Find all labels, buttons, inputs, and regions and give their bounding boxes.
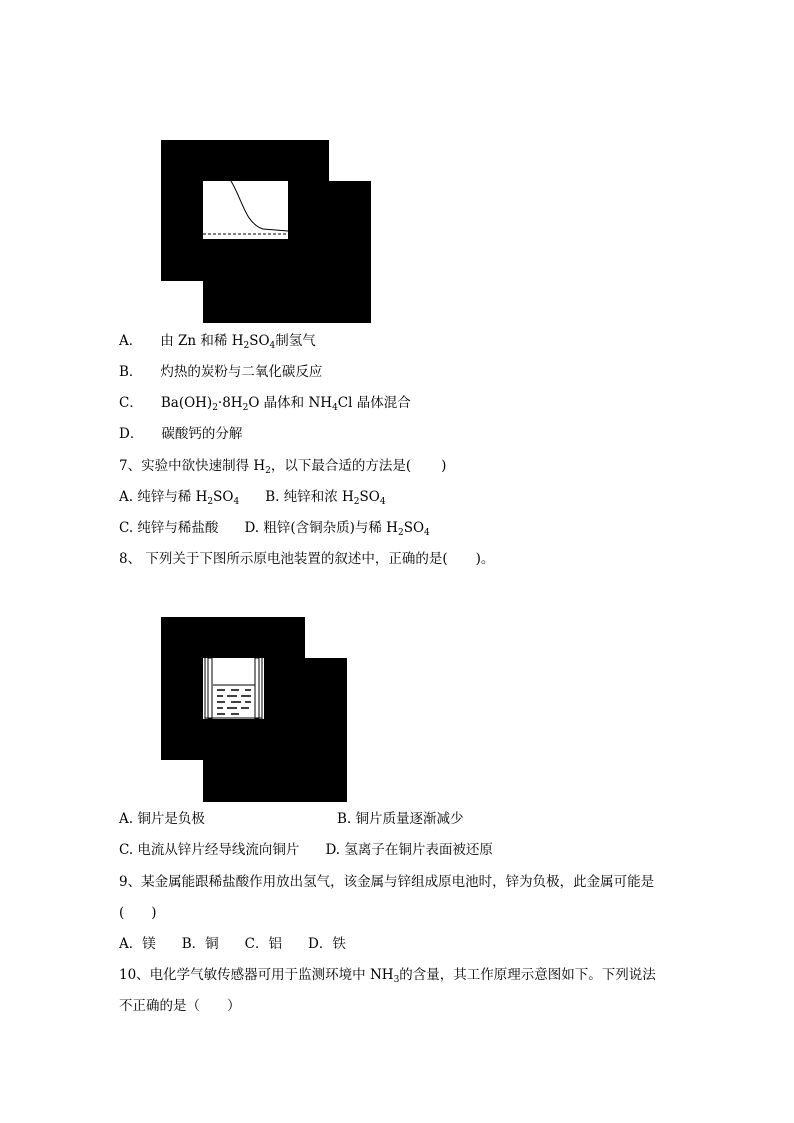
energy-curve — [203, 181, 288, 239]
q9-stem: 9、某金属能跟稀盐酸作用放出氢气，该金属与锌组成原电池时，锌为负极，此金属可能是 — [119, 874, 655, 890]
q8-options-cd: C. 电流从锌片经导线流向铜片 D. 氢离子在铜片表面被还原 — [119, 842, 493, 858]
q9-options: A．镁 B．铜 C．铝 D．铁 — [119, 936, 346, 952]
q6-option-a: A． 由 Zn 和稀 $H_2SO_4$制氢气 — [119, 333, 316, 351]
q8-options-ab: A. 铜片是负极 B. 铜片质量逐渐减少 — [119, 811, 464, 827]
q7-options-cd: C. 纯锌与稀盐酸 D. 粗锌(含铜杂质)与稀 $H_2SO_4$ — [119, 520, 430, 538]
beaker-icon — [203, 658, 264, 719]
redaction-block — [203, 281, 329, 323]
q7-stem: 7、实验中欲快速制得 $H_2$，以下最合适的方法是( ) — [119, 458, 447, 476]
q9-paren: ( ) — [119, 905, 157, 921]
redaction-block — [161, 719, 305, 760]
redaction-block — [161, 617, 305, 658]
q6-option-b: B． 灼热的炭粉与二氧化碳反应 — [119, 364, 323, 380]
redaction-block — [161, 658, 203, 719]
redaction-block — [203, 760, 305, 802]
q6-option-c: C． $Ba(OH)_2\cdot 8H_2O$ 晶体和 $NH_4Cl$ 晶体混合 — [119, 395, 411, 413]
q10-stem: 10、电化学气敏传感器可用于监测环境中 $NH_3$的含量，其工作原理示意图如下。下列说法 — [119, 967, 656, 985]
redaction-block — [264, 658, 305, 719]
q6-option-d: D． 碳酸钙的分解 — [119, 426, 243, 442]
redaction-block — [305, 658, 347, 802]
q8-stem: 8、 下列关于下图所示原电池装置的叙述中，正确的是( )。 — [119, 551, 495, 567]
q7-options-ab: A. 纯锌与稀 $H_2SO_4$ B. 纯锌和浓 $H_2SO_4$ — [119, 489, 386, 507]
redaction-block — [329, 181, 371, 323]
q10-stem-cont: 不正确的是（ ） — [119, 998, 241, 1014]
